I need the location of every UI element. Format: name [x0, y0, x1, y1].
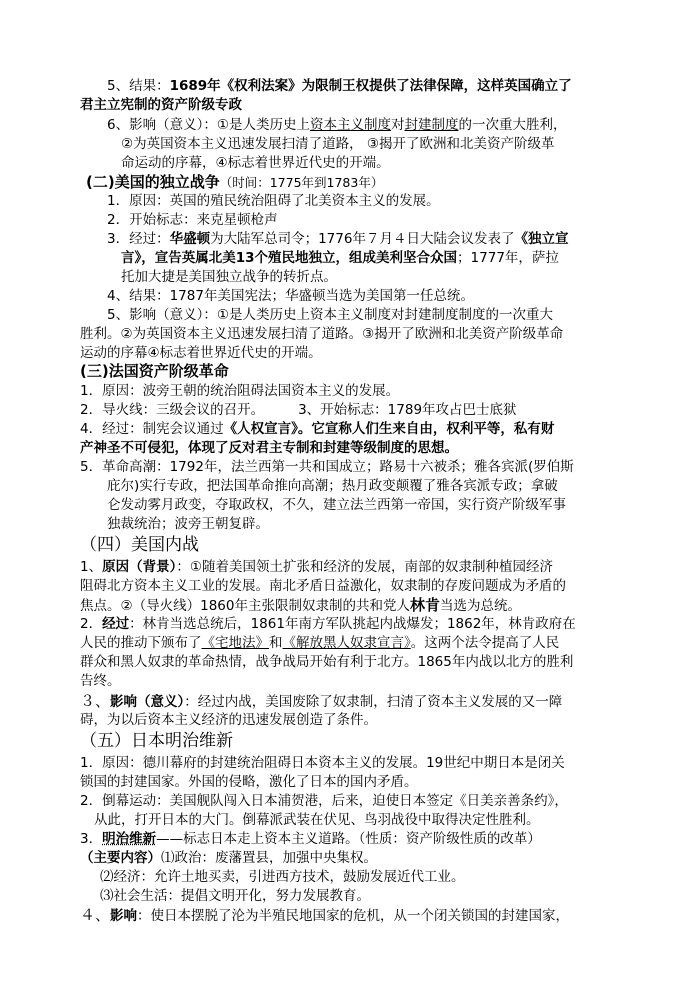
us-start-line: 2．开始标志：来克星顿枪声: [107, 212, 278, 228]
meiji-impact-line: ４、影响：使日本摆脱了沦为半殖民地国家的危机，从一个闭关锁国的封建国家，: [80, 906, 570, 924]
civilwar-cause-line-3: 焦点。②（导火线）1860年主张限制奴隶制的共和党人林肯当选为总统。: [80, 596, 521, 614]
england-result-line: 5、结果：1689年《权利法案》为限制王权提供了法律保障，这样英国确立了: [107, 78, 572, 94]
france-process-line-2: 产神圣不可侵犯，体现了反对君主专制和封建等级制度的思想。: [80, 440, 458, 456]
civilwar-process-line-3: 群众和黑人奴隶的革命热情，战争战局开始有利于北方。1865年内战以北方的胜利: [80, 654, 574, 670]
meiji-shogunate-line-2: 从此，打开日本的大门。倒幕派武装在伏见、鸟羽战役中取得决定性胜利。: [94, 812, 540, 828]
us-cause-line: 1．原因：英国的殖民统治阻碍了北美资本主义的发展。: [107, 193, 440, 209]
meiji-cause-line: 1．原因：德川幕府的封建统治阻碍日本资本主义的发展。19世纪中期日本是闭关: [80, 755, 565, 771]
meiji-content-society-line: ⑶社会生活：提倡文明开化，努力发展教育。: [100, 888, 370, 904]
us-process-line: 3．经过：华盛顿为大陆军总司令；1776年７月４日大陆会议发表了《独立宣: [107, 231, 569, 247]
france-climax-line-2: 庇尔)实行专政，把法国革命推向高潮；热月政变颠覆了雅各宾派专政；拿破: [107, 478, 558, 494]
us-process-line-3: 托加大捷是美国独立战争的转折点。: [121, 269, 337, 285]
meiji-cause-line-2: 锁国的封建国家。外国的侵略，激化了日本的国内矛盾。: [80, 774, 418, 790]
meiji-restoration-line: 3．明治维新——标志日本走上资本主义道路。（性质：资产阶级性质的改革）: [80, 831, 541, 847]
us-impact-line-3: 运动的序幕④标志着世界近代史的开端。: [80, 345, 322, 361]
meiji-shogunate-line: 2．倒幕运动：美国舰队闯入日本浦贺港，后来，迫使日本签定《日美亲善条约》，: [80, 793, 568, 809]
meiji-content-politics-line: （主要内容）⑴政治：废藩置县，加强中央集权。: [80, 850, 377, 866]
france-climax-line-3: 仑发动雾月政变，夺取政权，不久，建立法兰西第一帝国，实行资产阶级军事: [107, 497, 566, 513]
civilwar-impact-line-2: 碍，为以后资本主义经济的迅速发展创造了条件。: [80, 712, 377, 728]
france-cause-line: 1．原因：波旁王朝的统治阻碍法国资本主义的发展。: [80, 383, 400, 399]
england-impact-line: 6、影响（意义）：①是人类历史上资本主义制度对封建制度的一次重大胜利，: [107, 117, 567, 133]
france-trigger-line: 2．导火线：三级会议的召开。 3、开始标志：1789年攻占巴士底狱: [80, 402, 517, 418]
civilwar-cause-line: 1、原因（背景）：①随着美国领土扩张和经济的发展，南部的奴隶制种植园经济: [80, 559, 553, 575]
us-result-line: 4、结果：1787年美国宪法；华盛顿当选为美国第一任总统。: [107, 288, 474, 304]
civilwar-process-line-4: 告终。: [80, 673, 121, 689]
civilwar-process-line: 2．经过：林肯当选总统后，1861年南方军队挑起内战爆发；1862年，林肯政府在: [80, 616, 576, 632]
meiji-content-economy-line: ⑵经济：允许土地买卖，引进西方技术，鼓励发展近代工业。: [100, 869, 465, 885]
france-climax-line: 5．革命高潮：1792年，法兰西第一共和国成立；路易十六被杀；雅各宾派(罗伯斯: [80, 459, 574, 475]
bill-of-rights: 1689年《权利法案》为限制王权提供了法律保障，这样英国确立了: [169, 78, 572, 94]
us-impact-line-2: 胜利。②为英国资本主义迅速发展扫清了道路。③揭开了欧洲和北美资产阶级革命: [80, 326, 564, 342]
us-impact-line: 5、影响（意义）：①是人类历史上资本主义制度对封建制度制度的一次重大: [107, 307, 553, 323]
england-impact-line-2: ②为英国资本主义迅速发展扫清了道路， ③揭开了欧洲和北美资产阶级革: [121, 136, 555, 152]
us-process-line-2: 言》，宣告英属北美13个殖民地独立，组成美利坚合众国；1777年，萨拉: [121, 250, 559, 266]
section-heading-us-independence: (二)美国的独立战争（时间：1775年到1783年）: [86, 173, 384, 191]
england-impact-line-3: 命运动的序幕，④标志着世界近代史的开端。: [121, 155, 390, 171]
civilwar-process-line-2: 人民的推动下颁布了《宅地法》和《解放黑人奴隶宣言》。这两个法令提高了人民: [80, 635, 560, 651]
france-climax-line-4: 独裁统治；波旁王朝复辟。: [107, 516, 269, 532]
section-heading-french-revolution: (三)法国资产阶级革命: [80, 362, 229, 380]
constitutional-monarchy-line: 君主立宪制的资产阶级专政: [80, 97, 242, 113]
france-process-line: 4．经过：制宪会议通过《人权宣言》。它宣称人们生来自由，权利平等，私有财: [80, 421, 555, 437]
civilwar-cause-line-2: 阻碍北方资本主义工业的发展。南北矛盾日益激化，奴隶制的存废问题成为矛盾的: [80, 578, 566, 594]
civilwar-impact-line: ３、影响（意义）：经过内战，美国废除了奴隶制，扫清了资本主义发展的又一障: [80, 692, 563, 710]
section-heading-american-civil-war: （四）美国内战: [80, 535, 199, 555]
section-heading-meiji-restoration: （五）日本明治维新: [80, 731, 233, 751]
